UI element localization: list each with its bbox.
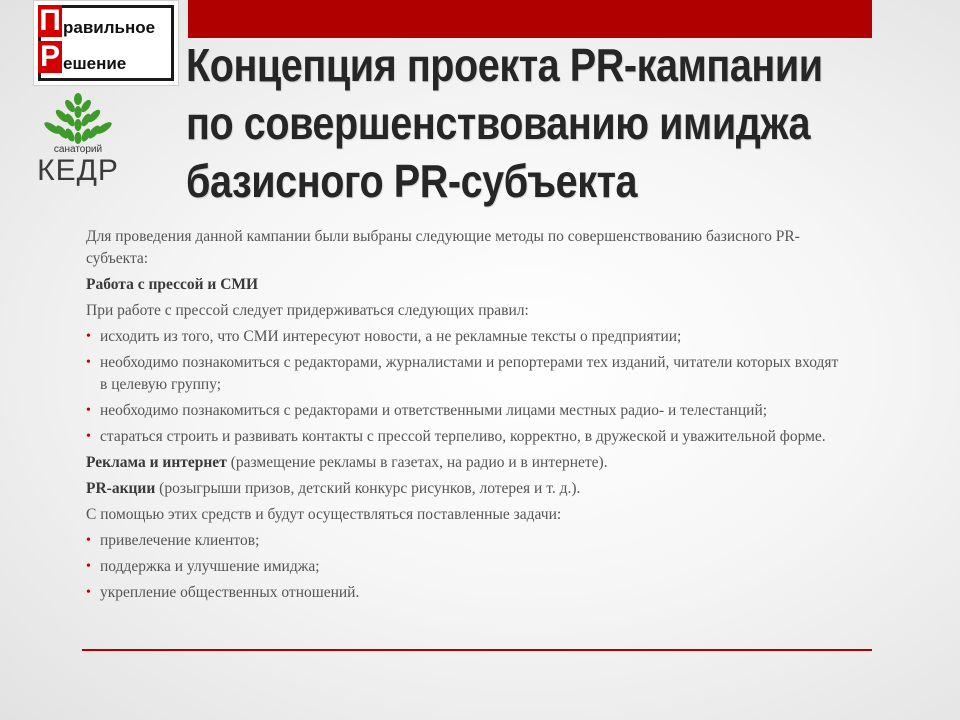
slide-title	[186, 36, 823, 210]
logo-line-1	[38, 5, 155, 39]
logo-word-2: ешение	[63, 54, 127, 73]
list-item: • исходить из того, что СМИ интересуют новости, а не рекламные тексты о предприятии;	[86, 326, 846, 348]
top-accent-bar	[188, 0, 872, 38]
list-item: • необходимо познакомиться с редакторами и ответственными лицами местных радио- и телестанций;	[86, 400, 846, 422]
section-heading-press	[86, 274, 846, 296]
bottom-divider	[82, 649, 872, 651]
tasks-intro: С помощью этих средств и будут осуществляться поставленные задачи:	[86, 506, 562, 523]
press-heading-text: Работа с прессой и СМИ	[86, 276, 259, 293]
list-item: • необходимо познакомиться с редакторами, журналистами и репортерами тех изданий, читатели которых входят в целевую группу;	[86, 352, 846, 396]
pr-actions-paragraph	[86, 478, 846, 500]
list-item: • укрепление общественных отношений.	[86, 582, 846, 604]
logo-letter-r: Р	[39, 40, 60, 73]
advertising-text: (размещение рекламы в газетах, на радио и в интернете).	[226, 454, 608, 471]
pr-actions-heading: PR-акции	[86, 480, 156, 497]
logo-line-2	[38, 41, 126, 75]
intro-paragraph: Для проведения данной кампании были выбраны следующие методы по совершенствованию базисного PR-субъекта:	[86, 228, 800, 267]
pravilnoe-reshenie-logo	[33, 0, 179, 86]
list-item: • привелечение клиентов;	[86, 530, 846, 552]
sanatorium-kedr-logo	[36, 92, 126, 197]
advertising-paragraph	[86, 452, 846, 474]
slide-body	[86, 226, 846, 608]
logo-word-1: равильное	[63, 18, 156, 37]
pr-actions-text: (розыгрыши призов, детский конкурс рисунков, лотерея и т. д.).	[155, 480, 581, 497]
advertising-heading: Реклама и интернет	[86, 454, 227, 471]
list-item: • поддержка и улучшение имиджа;	[86, 556, 846, 578]
logo-kedr-subtitle: санаторий	[53, 144, 103, 155]
rules-intro: При работе с прессой следует придерживаться следующих правил:	[86, 302, 529, 319]
tree-leaves-icon	[36, 92, 120, 146]
title-line-2: по совершенствованию имиджа	[186, 97, 811, 149]
logo-letter-p: П	[39, 4, 61, 37]
title-line-3: базисного PR-субъекта	[186, 155, 638, 207]
list-item: • стараться строить и развивать контакты с прессой терпеливо, корректно, в дружеской и уважительной форме.	[86, 426, 846, 448]
title-line-1: Концепция проекта PR-кампании	[186, 39, 823, 91]
logo-kedr-name: КЕДР	[37, 154, 119, 187]
